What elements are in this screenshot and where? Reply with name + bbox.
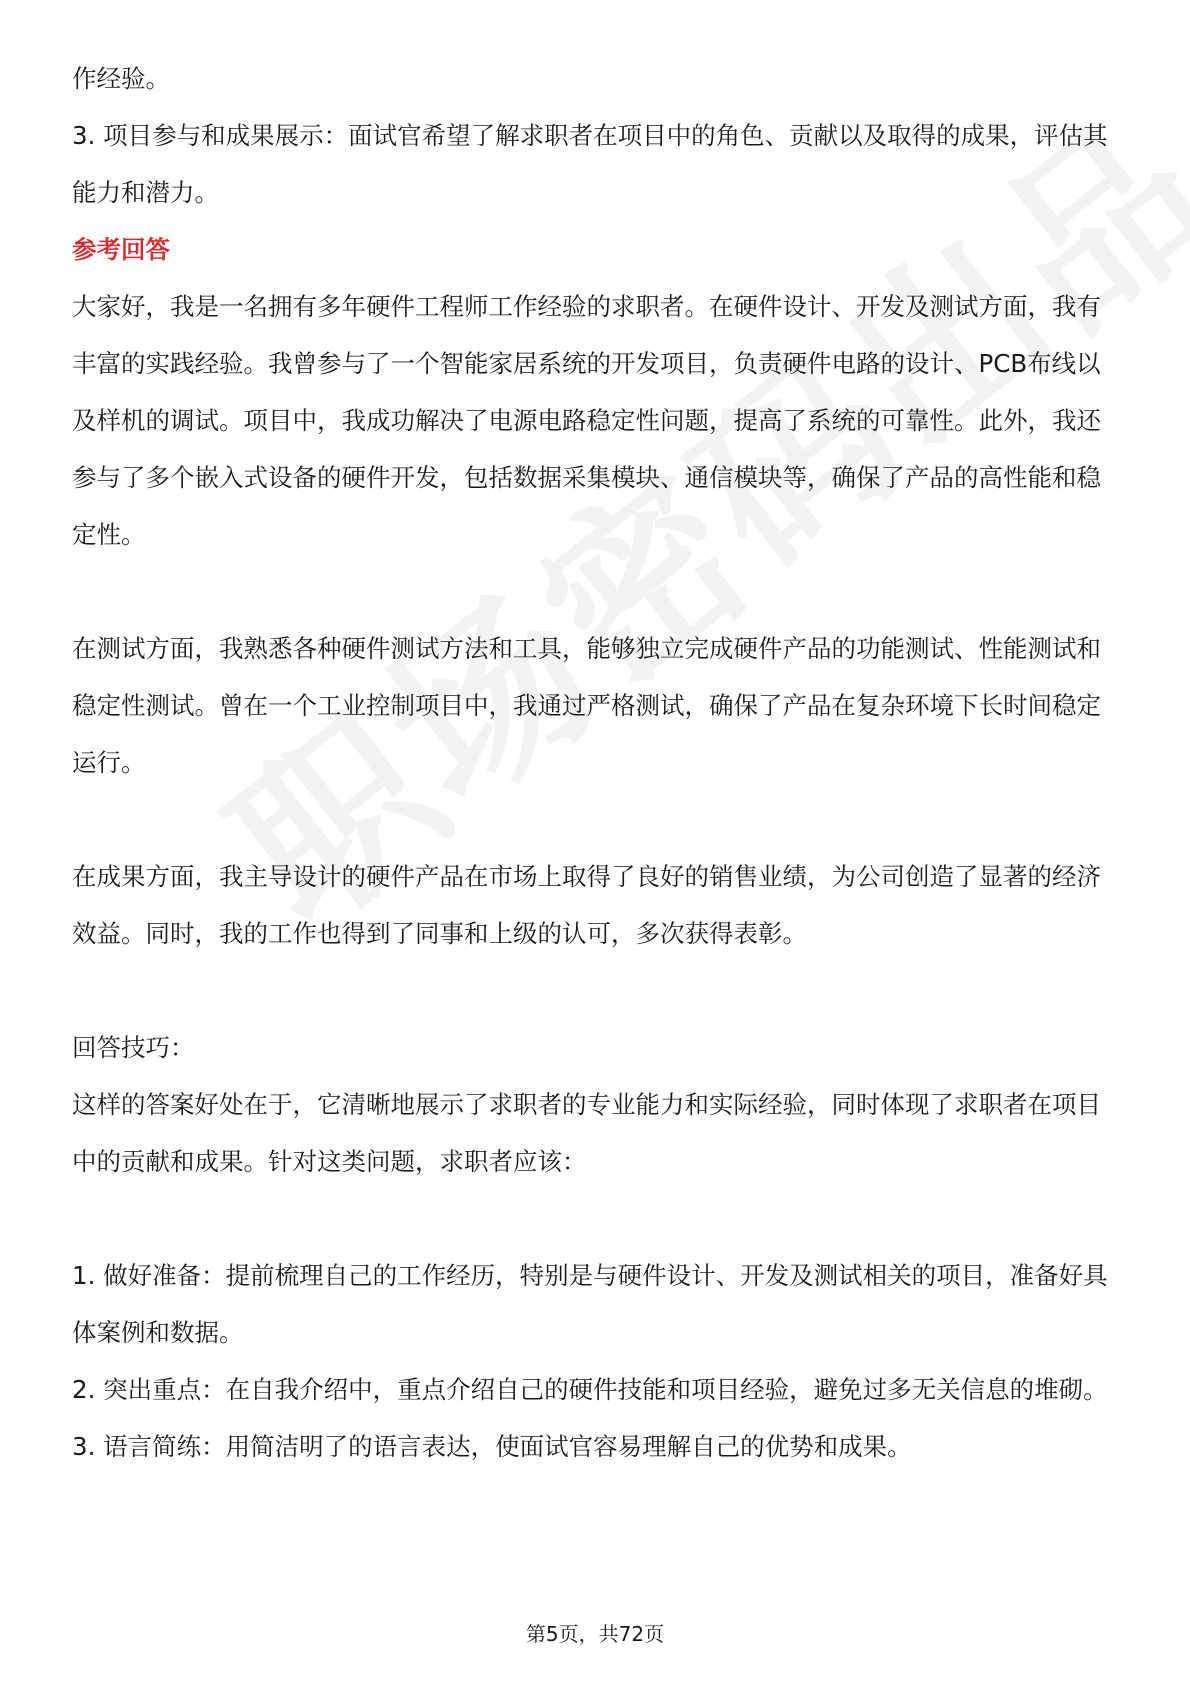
paragraph-tips-heading: 回答技巧： <box>72 1033 195 1062</box>
document-body <box>72 50 1122 1475</box>
list-item-project-participation: 3. 项目参与和成果展示：面试官希望了解求职者在项目中的角色、贡献以及取得的成果，评估其能力和潜力。 <box>72 121 1108 207</box>
paragraph-answer-intro: 大家好，我是一名拥有多年硬件工程师工作经验的求职者。在硬件设计、开发及测试方面，我有丰富的实践经验。我曾参与了一个智能家居系统的开发项目，负责硬件电路的设计、PCB布线以及样机的调试。项目中，我成功解决了电源电路稳定性问题，提高了系统的可靠性。此外，我还参与了多个嵌入式设备的硬件开发，包括数据采集模块、通信模块等，确保了产品的高性能和稳定性。 <box>72 292 1101 549</box>
paragraph-achievements: 在成果方面，我主导设计的硬件产品在市场上取得了良好的销售业绩，为公司创造了显著的经济效益。同时，我的工作也得到了同事和上级的认可，多次获得表彰。 <box>72 862 1101 948</box>
list-item-concise: 3. 语言简练：用简洁明了的语言表达，使面试官容易理解自己的优势和成果。 <box>72 1432 912 1461</box>
list-item-prepare: 1. 做好准备：提前梳理自己的工作经历，特别是与硬件设计、开发及测试相关的项目，准备好具体案例和数据。 <box>72 1261 1108 1347</box>
paragraph-testing: 在测试方面，我熟悉各种硬件测试方法和工具，能够独立完成硬件产品的功能测试、性能测试和稳定性测试。曾在一个工业控制项目中，我通过严格测试，确保了产品在复杂环境下长时间稳定运行。 <box>72 634 1101 777</box>
paragraph-tips-intro: 这样的答案好处在于，它清晰地展示了求职者的专业能力和实际经验，同时体现了求职者在项目中的贡献和成果。针对这类问题，求职者应该： <box>72 1090 1101 1176</box>
list-item-highlight: 2. 突出重点：在自我介绍中，重点介绍自己的硬件技能和项目经验，避免过多无关信息的堆砌。 <box>72 1375 1108 1404</box>
paragraph-continuation: 作经验。 <box>72 64 170 93</box>
section-heading-reference-answer: 参考回答 <box>72 235 170 264</box>
page-number: 第5页，共72页 <box>525 1622 665 1646</box>
